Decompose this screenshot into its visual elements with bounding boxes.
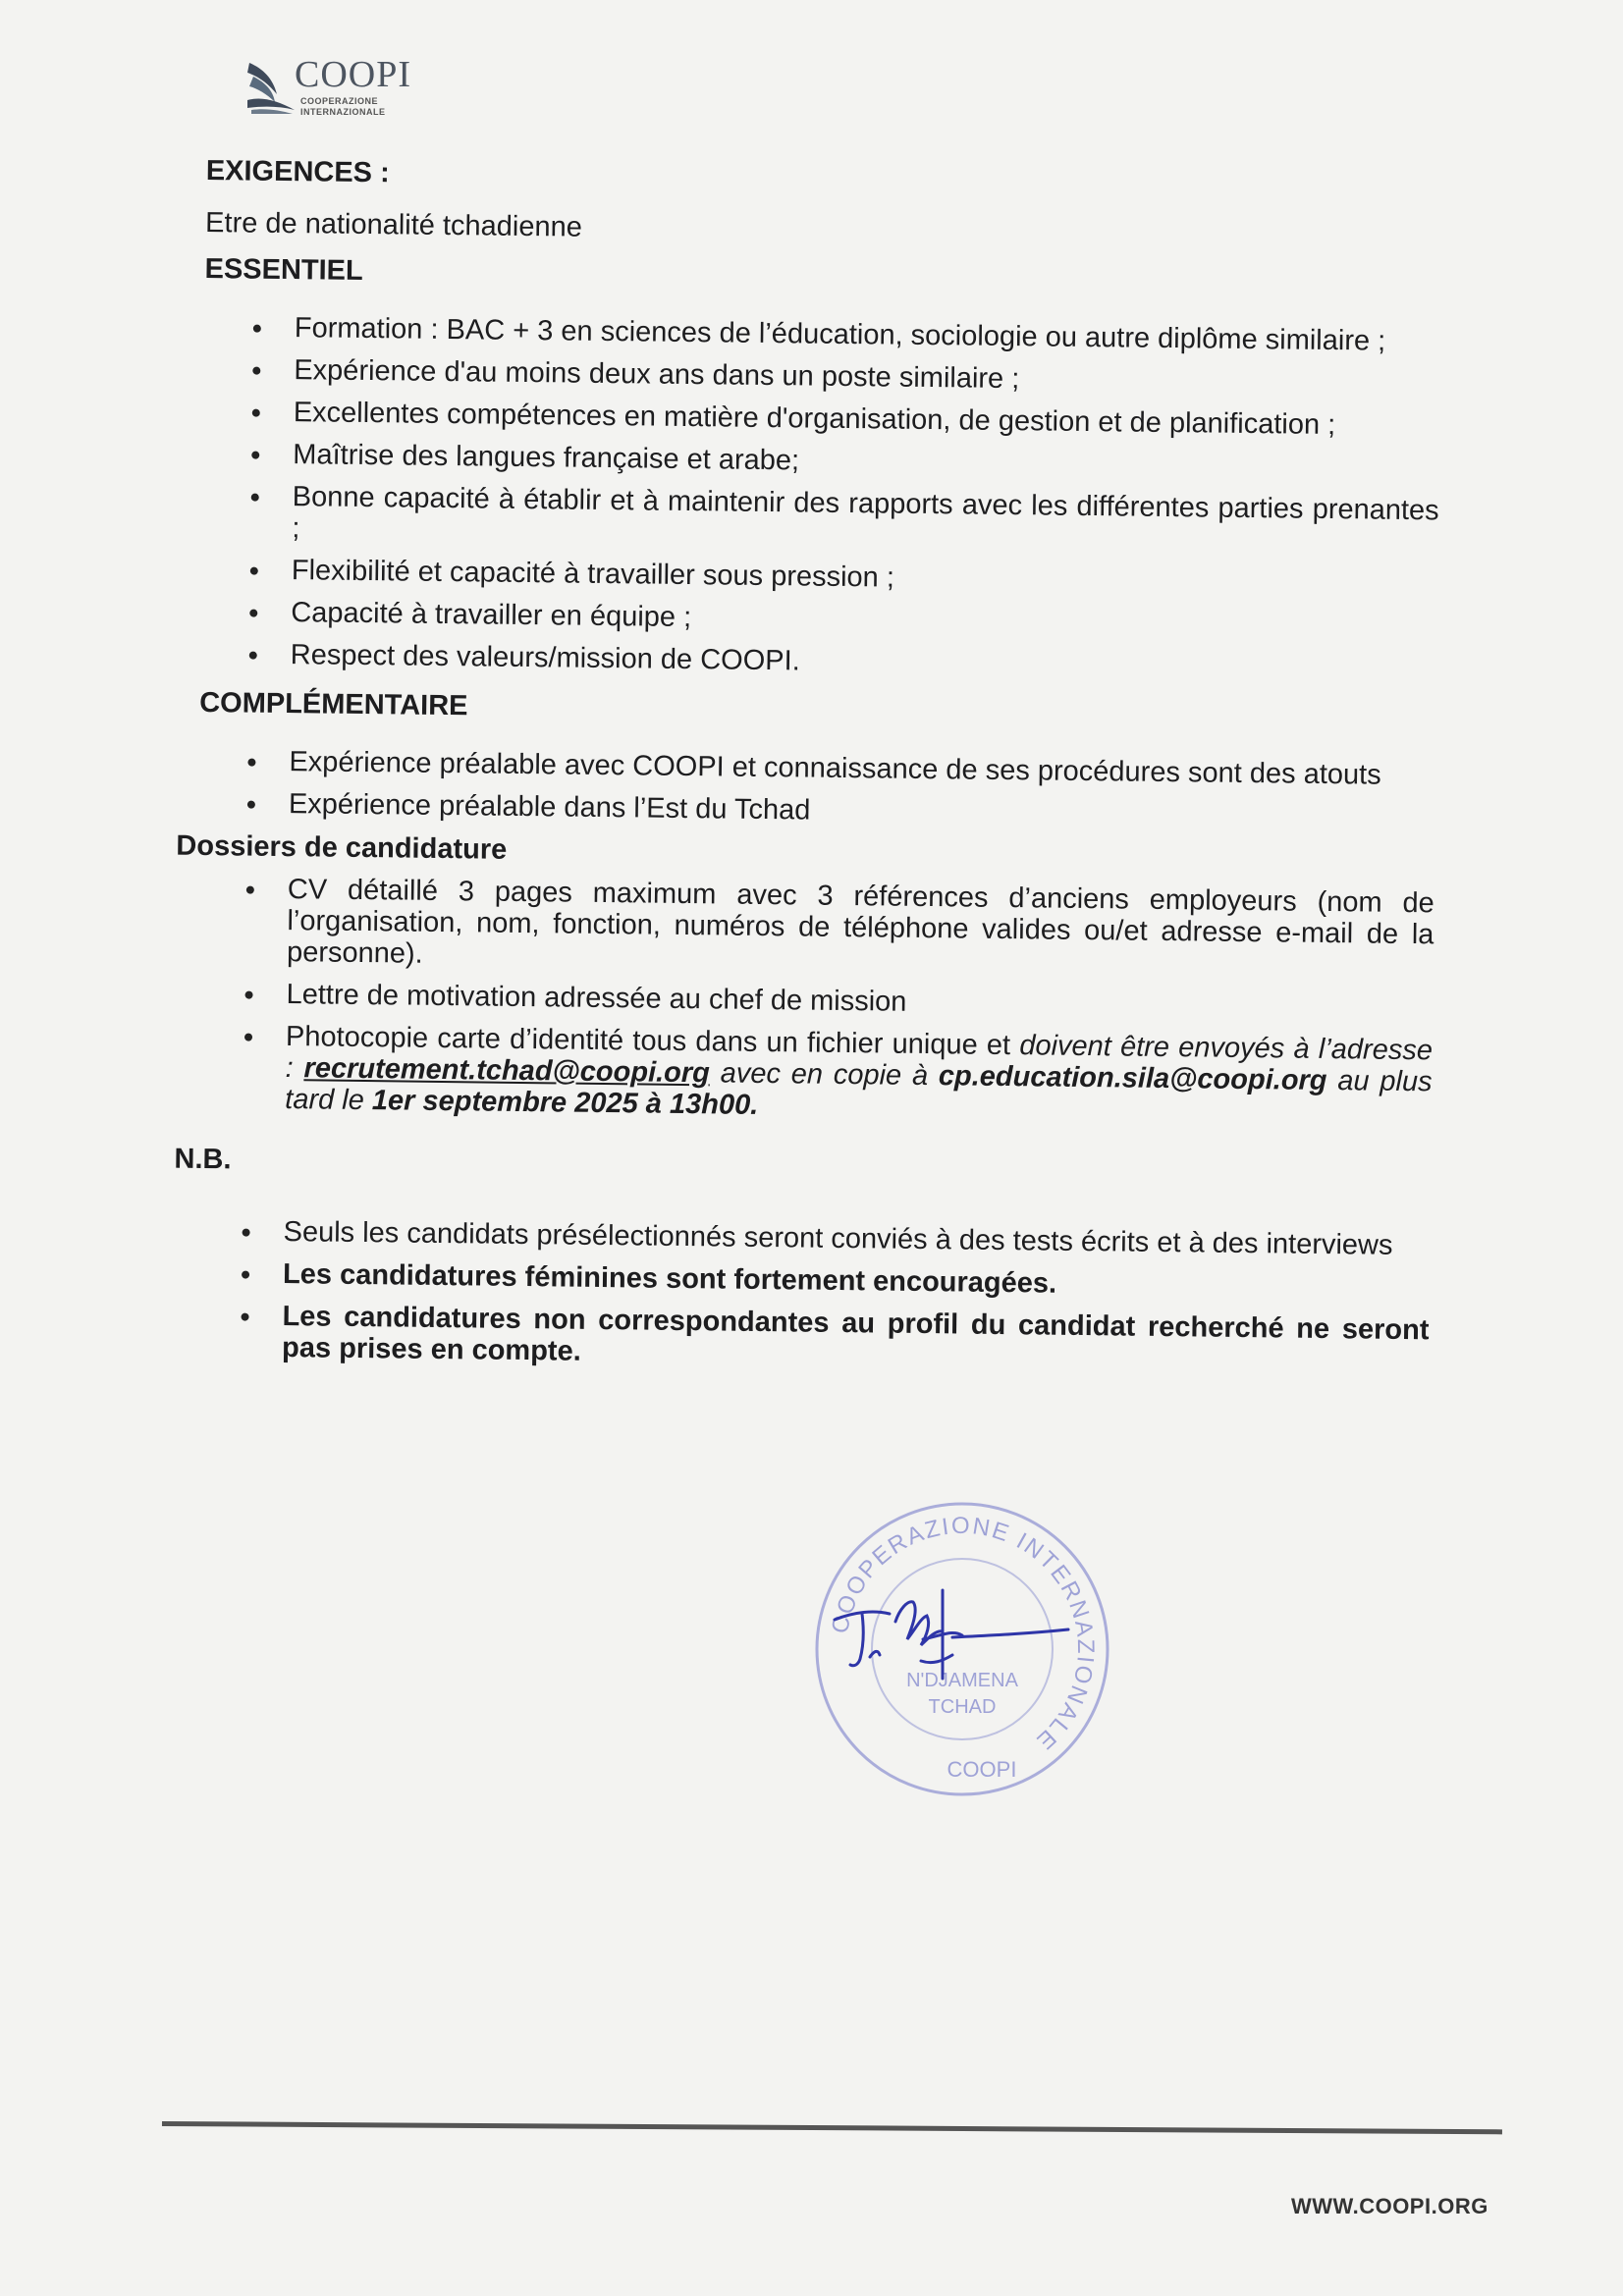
section-title-nb: N.B.: [174, 1143, 232, 1176]
list-item-lettre: Lettre de motivation adressée au chef de mission: [195, 978, 1433, 1024]
section-title-complementaire: COMPLÉMENTAIRE: [198, 686, 468, 722]
logo-line1: COOPERAZIONE: [300, 96, 379, 106]
list-item: Expérience d'au moins deux ans dans un poste similaire ;: [203, 353, 1440, 400]
email-link-main[interactable]: recrutement.tchad@coopi.org: [303, 1052, 711, 1090]
nb-list: [191, 1215, 1431, 1377]
stamp-ring-text: COOPERAZIONE INTERNAZIONALE: [826, 1512, 1100, 1756]
dossiers-list: [194, 873, 1434, 1129]
section-title-essentiel: ESSENTIEL: [204, 252, 363, 287]
stamp-country: TCHAD: [928, 1696, 997, 1718]
photocopie-text: Photocopie carte d’identité tous dans un fichier unique et: [285, 1021, 1011, 1062]
logo-name: COOPI: [295, 54, 412, 95]
footer-website[interactable]: WWW.COOPI.ORG: [1291, 2194, 1488, 2218]
section-title-dossiers: Dossiers de candidature: [176, 829, 508, 866]
logo-line2: INTERNAZIONALE: [300, 107, 386, 117]
list-item: Flexibilité et capacité à travailler sous pression ;: [201, 554, 1438, 600]
photocopie-address-label: doivent être envoyés à l’adresse :: [285, 1030, 1434, 1085]
coopi-logo: [243, 49, 420, 128]
email-link-copy[interactable]: cp.education.sila@coopi.org: [938, 1060, 1327, 1097]
list-item-nb3: Les candidatures non correspondantes au profil du candidat recherché ne seront pas prises en compte.: [191, 1300, 1430, 1377]
section-title-exigences: EXIGENCES :: [205, 155, 390, 189]
essentiel-list: [200, 311, 1441, 684]
list-item: Maîtrise des langues française et arabe;: [202, 438, 1439, 484]
official-stamp: [805, 1492, 1119, 1806]
list-item-cv: CV détaillé 3 pages maximum avec 3 références d’anciens employeurs (nom de l’organisation, nom, fonction, numéros de téléphone valides ou/et adresse e-mail de la personne).: [196, 873, 1434, 982]
list-item: Respect des valeurs/mission de COOPI.: [200, 638, 1437, 684]
list-item: Expérience préalable avec COOPI et connaissance de ses procédures sont des atouts: [198, 745, 1435, 791]
photocopie-copy-label: avec en copie à: [720, 1057, 929, 1093]
list-item: Capacité à travailler en équipe ;: [200, 596, 1437, 642]
stamp-org: COOPI: [947, 1757, 1017, 1782]
stamp-city: N'DJAMENA: [906, 1670, 1018, 1691]
deadline-date: 1er septembre 2025 à 13h00.: [371, 1085, 759, 1121]
list-item-nb2: Les candidatures féminines sont fortement encouragées.: [192, 1257, 1430, 1304]
document-body: [174, 155, 1443, 1388]
bird-logo-icon: [243, 55, 300, 116]
list-item: Expérience préalable dans l’Est du Tchad: [198, 787, 1435, 833]
nationality-text: Etre de nationalité tchadienne: [204, 206, 583, 243]
list-item-photocopie: [194, 1020, 1433, 1129]
complementaire-list: [198, 745, 1436, 833]
list-item: Excellentes compétences en matière d'organisation, de gestion et de planification ;: [203, 396, 1440, 442]
list-item-nb1: Seuls les candidats présélectionnés seront conviés à des tests écrits et à des interviews: [192, 1215, 1430, 1261]
list-item: Bonne capacité à établir et à maintenir des rapports avec les différentes parties prenantes ;: [201, 480, 1439, 558]
list-item: Formation : BAC + 3 en sciences de l’éducation, sociologie ou autre diplôme similaire ;: [204, 311, 1441, 357]
deadline-label: au plus tard le: [285, 1065, 1433, 1117]
signature: [835, 1590, 1068, 1679]
footer-divider: [162, 2121, 1502, 2134]
